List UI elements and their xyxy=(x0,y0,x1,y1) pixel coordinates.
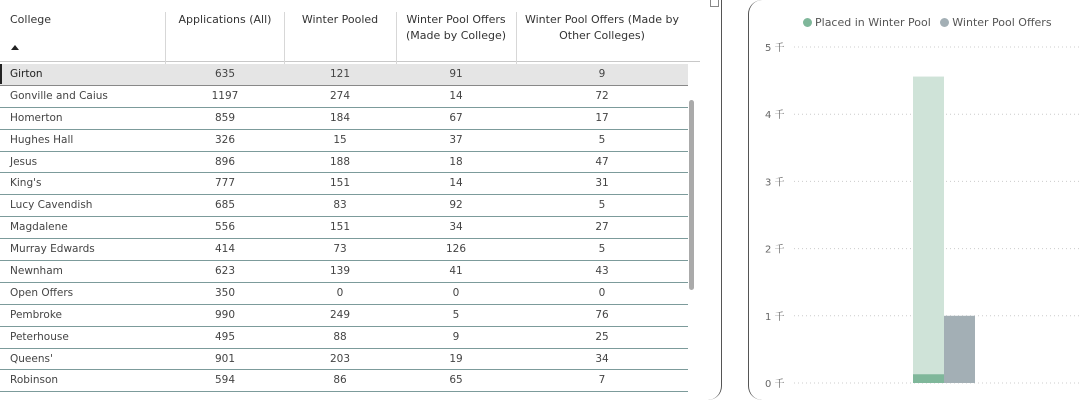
table-row[interactable] xyxy=(0,130,688,152)
cell-offers-by-others: 72 xyxy=(595,89,609,102)
cell-college: Murray Edwards xyxy=(10,243,95,256)
header-winter-pooled[interactable]: Winter Pooled xyxy=(301,13,379,26)
table-row[interactable] xyxy=(0,370,688,392)
cell-applications: 635 xyxy=(214,68,236,80)
cell-college: Robinson xyxy=(10,374,59,387)
table-row[interactable] xyxy=(0,217,688,239)
header-college[interactable]: College xyxy=(10,13,52,26)
cell-offers-by-college: 5 xyxy=(452,308,460,321)
header-offers-by-college[interactable]: Winter Pool Offers (Made by College) xyxy=(405,13,507,42)
table-row[interactable] xyxy=(0,239,688,261)
legend-label: Winter Pool Offers xyxy=(952,16,1052,29)
cell-offers-by-college: 65 xyxy=(449,374,463,387)
cell-winter-pooled: 151 xyxy=(329,177,351,190)
vertical-scrollbar[interactable] xyxy=(689,100,694,290)
bar-winter-pool-offers[interactable] xyxy=(944,316,975,383)
table-row[interactable] xyxy=(0,305,688,327)
cell-college: Queens' xyxy=(10,352,53,365)
cell-offers-by-college: 14 xyxy=(449,89,463,102)
cell-offers-by-college: 0 xyxy=(452,286,460,299)
cell-college: Pembroke xyxy=(10,308,62,321)
table-row[interactable] xyxy=(0,283,688,305)
legend-label: Placed in Winter Pool xyxy=(815,16,931,29)
table-header xyxy=(0,6,700,62)
cell-offers-by-others: 34 xyxy=(595,352,609,365)
cell-applications: 990 xyxy=(214,308,236,321)
y-tick-label: 3 千 xyxy=(765,177,785,189)
focus-mode-icon[interactable] xyxy=(710,0,719,7)
y-tick-label: 2 千 xyxy=(765,244,785,256)
cell-offers-by-college: 14 xyxy=(449,177,463,190)
table-row[interactable] xyxy=(0,152,688,174)
cell-college: Magdalene xyxy=(10,221,68,234)
cell-winter-pooled: 88 xyxy=(333,330,347,343)
cell-winter-pooled: 249 xyxy=(329,308,351,321)
cell-college: Homerton xyxy=(10,111,63,124)
chart-visual xyxy=(748,0,1080,400)
table-row[interactable] xyxy=(0,349,688,371)
cell-winter-pooled: 139 xyxy=(329,265,351,278)
cell-offers-by-others: 31 xyxy=(595,177,609,190)
bar-chart-svg xyxy=(749,0,1080,400)
cell-college: Jesus xyxy=(10,155,38,168)
cell-winter-pooled: 73 xyxy=(333,243,347,256)
cell-offers-by-college: 37 xyxy=(449,133,463,146)
cell-winter-pooled: 83 xyxy=(333,199,347,212)
y-tick-label: 5 千 xyxy=(765,43,785,54)
bar-placed-in-winter-pool[interactable] xyxy=(913,374,944,383)
cell-winter-pooled: 188 xyxy=(329,155,351,168)
cell-college: Newnham xyxy=(10,265,63,278)
bar-placed-background[interactable] xyxy=(913,77,944,383)
cell-offers-by-others: 5 xyxy=(598,199,606,212)
cell-offers-by-college: 9 xyxy=(452,330,460,343)
header-offers-by-others[interactable]: Winter Pool Offers (Made by Other Colleges) xyxy=(524,13,680,42)
sort-ascending-icon xyxy=(11,45,19,50)
cell-applications: 1197 xyxy=(211,89,239,102)
cell-applications: 623 xyxy=(214,265,236,278)
y-tick-label: 0 千 xyxy=(765,379,785,390)
y-tick-label: 4 千 xyxy=(765,110,785,122)
cell-offers-by-college: 126 xyxy=(445,243,467,256)
cell-applications: 556 xyxy=(214,221,236,234)
cell-college: Hughes Hall xyxy=(10,133,74,146)
cell-offers-by-college: 67 xyxy=(449,111,463,124)
cell-college: Open Offers xyxy=(10,286,74,299)
cell-offers-by-others: 9 xyxy=(598,68,606,80)
cell-applications: 859 xyxy=(214,111,236,124)
cell-offers-by-others: 17 xyxy=(595,111,609,124)
cell-applications: 901 xyxy=(214,352,236,365)
cell-offers-by-others: 5 xyxy=(598,133,606,146)
table-row[interactable] xyxy=(0,195,688,217)
cell-offers-by-others: 7 xyxy=(598,374,606,387)
cell-applications: 495 xyxy=(214,330,236,343)
table-row[interactable] xyxy=(0,327,688,349)
cell-applications: 594 xyxy=(214,374,236,387)
cell-offers-by-college: 92 xyxy=(449,199,463,212)
y-tick-label: 1 千 xyxy=(765,311,785,323)
cell-applications: 414 xyxy=(214,243,236,256)
table-row[interactable] xyxy=(0,86,688,108)
cell-college: Peterhouse xyxy=(10,330,69,343)
cell-applications: 350 xyxy=(214,286,236,299)
cell-college: Gonville and Caius xyxy=(10,89,108,102)
cell-applications: 685 xyxy=(214,199,236,212)
cell-offers-by-others: 5 xyxy=(598,243,606,256)
cell-offers-by-others: 47 xyxy=(595,155,609,168)
cell-applications: 326 xyxy=(214,133,236,146)
cell-winter-pooled: 86 xyxy=(333,374,347,387)
cell-offers-by-others: 0 xyxy=(598,286,606,299)
cell-offers-by-college: 19 xyxy=(449,352,463,365)
cell-offers-by-others: 43 xyxy=(595,265,609,278)
cell-offers-by-others: 27 xyxy=(595,221,609,234)
table-row[interactable] xyxy=(0,173,688,195)
cell-offers-by-college: 34 xyxy=(449,221,463,234)
cell-offers-by-others: 76 xyxy=(595,308,609,321)
cell-college: Lucy Cavendish xyxy=(10,199,93,212)
cell-offers-by-college: 91 xyxy=(449,68,463,80)
cell-college: Girton xyxy=(0,64,165,84)
cell-offers-by-college: 41 xyxy=(449,265,463,278)
cell-offers-by-others: 25 xyxy=(595,330,609,343)
table-body xyxy=(0,64,688,392)
cell-winter-pooled: 184 xyxy=(329,111,351,124)
header-applications[interactable]: Applications (All) xyxy=(178,13,272,26)
cell-applications: 777 xyxy=(214,177,236,190)
cell-winter-pooled: 151 xyxy=(329,221,351,234)
cell-applications: 896 xyxy=(214,155,236,168)
cell-winter-pooled: 274 xyxy=(329,89,351,102)
cell-offers-by-college: 18 xyxy=(449,155,463,168)
table-row[interactable] xyxy=(0,64,688,86)
cell-college: King's xyxy=(10,177,42,190)
cell-winter-pooled: 0 xyxy=(336,286,344,299)
cell-winter-pooled: 203 xyxy=(329,352,351,365)
cell-winter-pooled: 15 xyxy=(333,133,347,146)
table-row[interactable] xyxy=(0,261,688,283)
table-row[interactable] xyxy=(0,108,688,130)
cell-winter-pooled: 121 xyxy=(329,68,351,80)
